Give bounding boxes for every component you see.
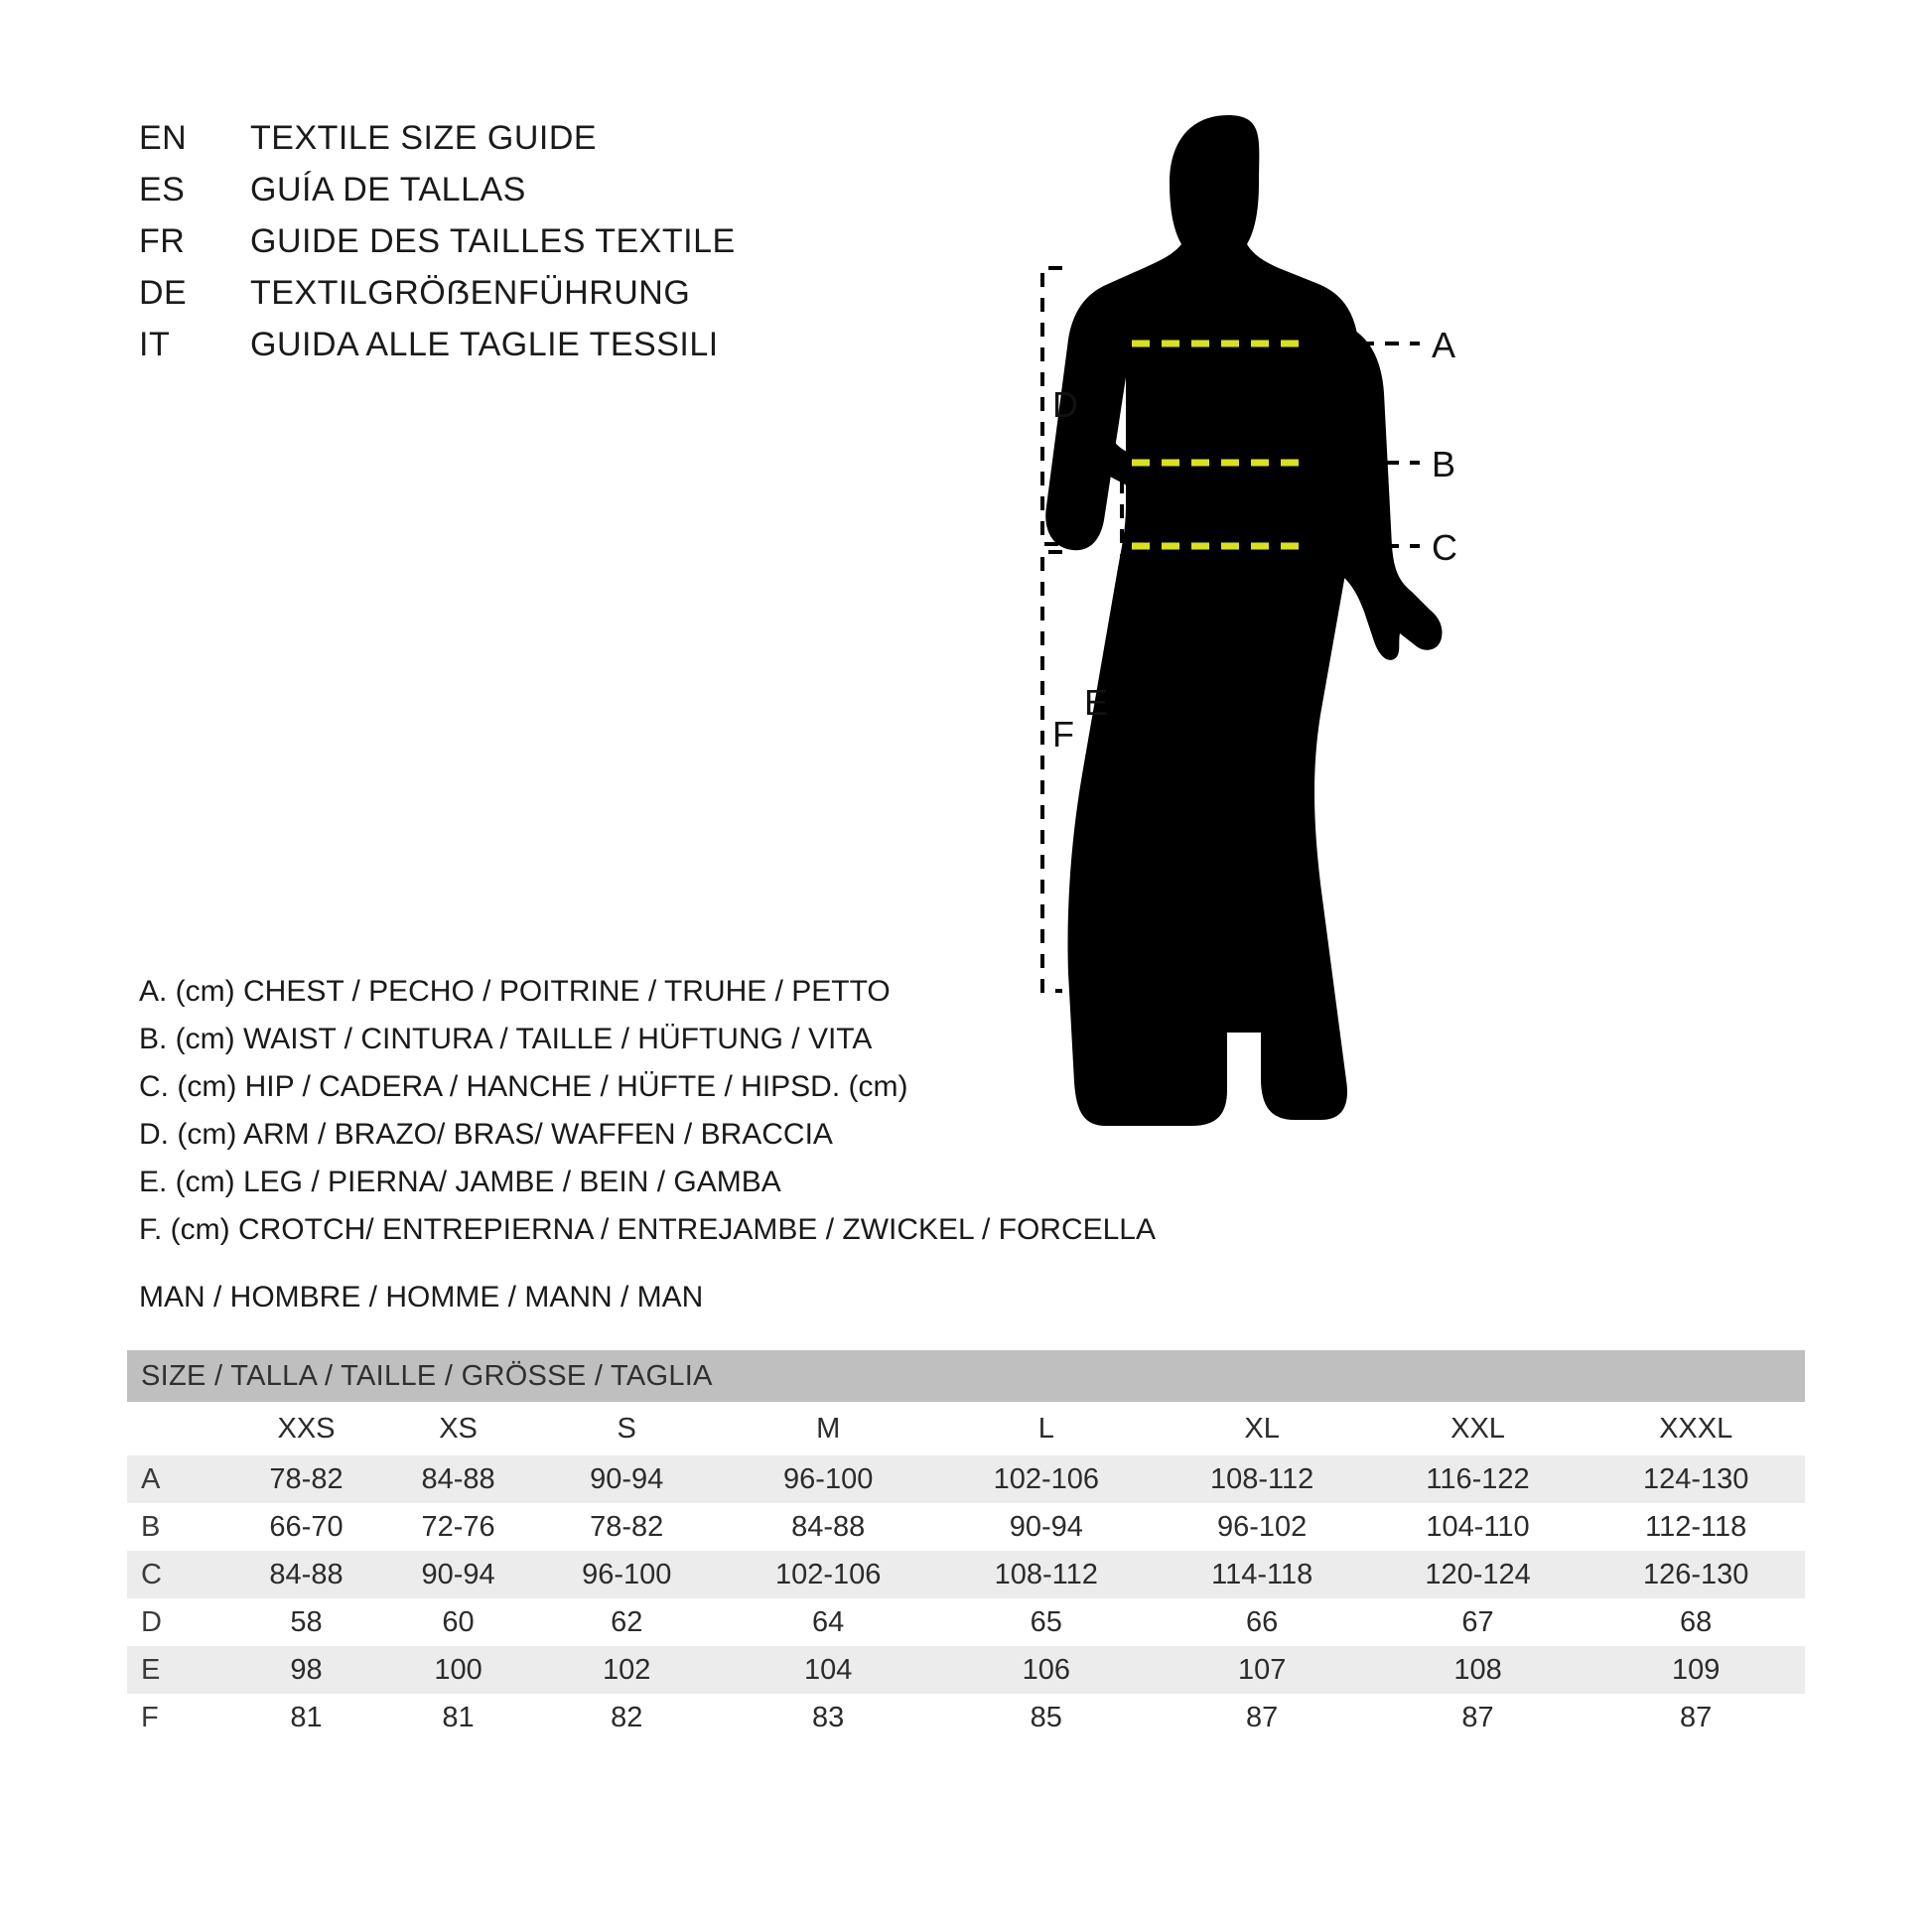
cell: 102 [603,1653,651,1686]
cell: 72-76 [421,1510,495,1543]
cell: 96-102 [1217,1510,1308,1543]
table-row [127,1646,1805,1694]
cell: 84-88 [421,1462,495,1495]
language-row [139,222,894,274]
language-code: DE [139,274,188,312]
cell: 109 [1671,1653,1721,1686]
row-label: A [141,1462,161,1495]
legend-item-f: F. (cm) CROTCH/ ENTREPIERNA / ENTREJAMBE / ZWICKEL / FORCELLA [139,1213,1156,1246]
cell: 81 [442,1701,475,1733]
table-row [127,1598,1805,1646]
size-header-row [127,1402,1805,1455]
size-header-xxl: XXL [1369,1402,1587,1455]
cell: 120-124 [1425,1558,1531,1590]
cell: 66 [1246,1605,1279,1638]
dimension-label-f: F [1052,714,1074,755]
language-row [139,119,894,171]
legend-block [139,968,1191,1254]
cell: 62 [611,1605,643,1638]
cell: 102-106 [774,1558,882,1590]
callout-label-c: C [1432,527,1457,568]
cell: 98 [290,1653,323,1686]
cell: 68 [1680,1605,1713,1638]
size-header-s: S [534,1402,719,1455]
cell: 90-94 [590,1462,664,1495]
cell: 116-122 [1426,1462,1530,1495]
size-header-xxs: XXS [230,1402,382,1455]
cell: 90-94 [421,1558,495,1590]
size-table [127,1350,1805,1741]
dimension-bracket-f [1042,552,1062,991]
cell: 104 [803,1653,853,1686]
cell: 102-106 [993,1462,1099,1495]
size-header-xl: XL [1156,1402,1369,1455]
callout-label-b: B [1432,444,1456,484]
legend-item-e: E. (cm) LEG / PIERNA/ JAMBE / BEIN / GAMBA [139,1166,781,1198]
table-header-row [127,1350,1805,1402]
language-title-block [139,119,894,377]
cell: 67 [1461,1605,1494,1638]
cell: 96-100 [783,1462,874,1495]
table-row [127,1694,1805,1741]
language-title: GUIDE DES TAILLES TEXTILE [250,222,736,260]
dimension-label-e: E [1084,682,1109,723]
table-title: SIZE / TALLA / TAILLE / GRÖSSE / TAGLIA [141,1359,713,1392]
cell: 60 [442,1605,475,1638]
language-code: EN [139,119,188,157]
row-label: D [141,1605,162,1638]
size-header-m: M [719,1402,937,1455]
size-header-l: L [937,1402,1156,1455]
legend-item-b: B. (cm) WAIST / CINTURA / TAILLE / HÜFTUNG / VITA [139,1023,873,1055]
language-code: FR [139,222,186,260]
row-label: F [141,1701,159,1733]
table-row [127,1455,1805,1503]
cell: 126-130 [1642,1558,1749,1590]
language-code: IT [139,326,171,363]
cell: 87 [1246,1701,1279,1733]
cell: 108 [1453,1653,1502,1686]
cell: 84-88 [269,1558,344,1590]
language-title: TEXTILGRÖẞENFÜHRUNG [250,274,691,312]
cell: 108-112 [994,1558,1098,1590]
cell: 87 [1680,1701,1713,1733]
callout-label-a: A [1432,325,1456,365]
language-row [139,171,894,222]
table-row [127,1503,1805,1551]
cell: 90-94 [1009,1510,1083,1543]
cell: 124-130 [1642,1462,1749,1495]
language-row [139,326,894,377]
cell: 100 [434,1653,483,1686]
cell: 107 [1237,1653,1287,1686]
cell: 81 [290,1701,323,1733]
cell: 114-118 [1211,1558,1313,1590]
empty-corner-cell [127,1402,230,1455]
row-label: B [141,1510,161,1543]
cell: 104-110 [1426,1510,1530,1543]
table-row [127,1551,1805,1598]
cell: 82 [611,1701,643,1733]
legend-item-d: D. (cm) ARM / BRAZO/ BRAS/ WAFFEN / BRACCIA [139,1118,833,1151]
legend-item-c: C. (cm) HIP / CADERA / HANCHE / HÜFTE / HIPSD. (cm) [139,1070,908,1103]
language-code: ES [139,171,186,208]
language-title: GUIDA ALLE TAGLIE TESSILI [250,326,719,363]
legend-item-a: A. (cm) CHEST / PECHO / POITRINE / TRUHE / PETTO [139,975,891,1008]
row-label: C [141,1558,162,1590]
cell: 85 [1030,1701,1062,1733]
cell: 78-82 [590,1510,664,1543]
cell: 78-82 [269,1462,344,1495]
language-title: GUÍA DE TALLAS [250,171,526,208]
language-row [139,274,894,326]
size-header-xxxl: XXXL [1587,1402,1805,1455]
cell: 106 [1022,1653,1070,1686]
cell: 65 [1030,1605,1062,1638]
cell: 112-118 [1645,1510,1747,1543]
dimension-label-d: D [1052,384,1078,425]
cell: 87 [1461,1701,1494,1733]
cell: 83 [812,1701,845,1733]
size-header-xs: XS [382,1402,534,1455]
cell: 66-70 [269,1510,344,1543]
cell: 64 [812,1605,845,1638]
cell: 108-112 [1210,1462,1314,1495]
gender-label: MAN / HOMBRE / HOMME / MANN / MAN [139,1281,704,1313]
row-label: E [141,1653,161,1686]
cell: 58 [290,1605,323,1638]
cell: 96-100 [582,1558,672,1590]
language-title: TEXTILE SIZE GUIDE [250,119,598,157]
cell: 84-88 [791,1510,866,1543]
